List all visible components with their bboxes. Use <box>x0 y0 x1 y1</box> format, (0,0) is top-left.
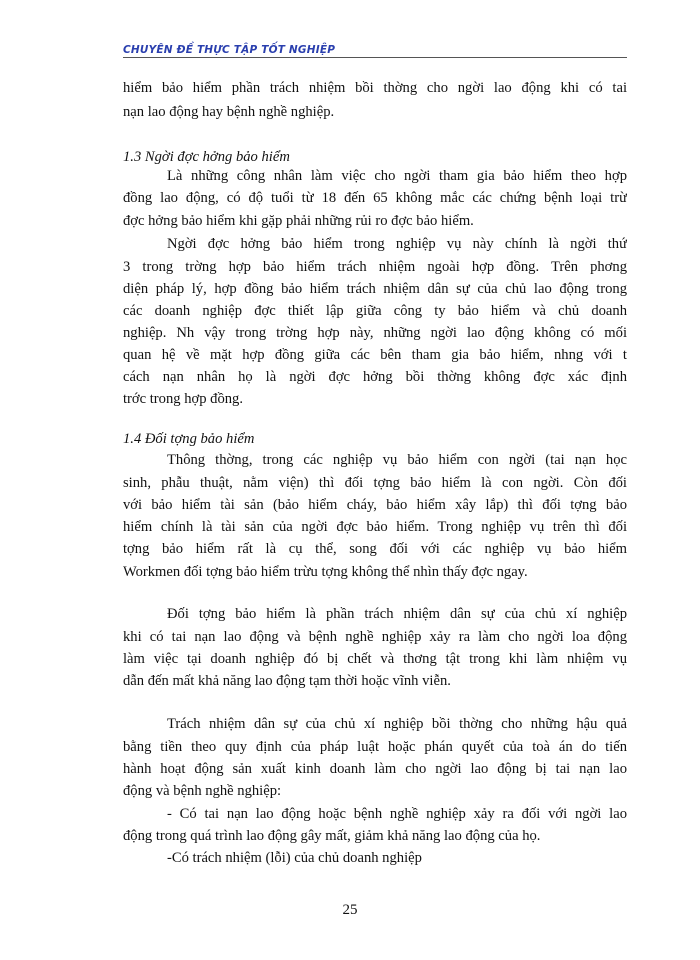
body-line: khi có tai nạn lao động và bệnh nghề nghiệp xảy ra làm cho ngời loa động <box>123 629 627 645</box>
body-line: nghiệp. Nh vậy trong trờng hợp này, những ngời lao động không có mối <box>123 325 627 341</box>
body-line: động trong quá trình lao động gây mất, giảm khả năng lao động của họ. <box>123 828 541 844</box>
body-line: 3 trong trờng hợp bảo hiểm trách nhiệm ngoài hợp đồng. Trên phơng <box>123 259 627 275</box>
list-item: -Có trách nhiệm (lỗi) của chủ doanh nghiệp <box>167 850 422 866</box>
body-line: diện pháp lý, hợp đồng bảo hiểm trách nhiệm dân sự của chủ lao động trong <box>123 281 627 297</box>
body-line: Trách nhiệm dân sự của chủ xí nghiệp bồi thờng cho những hậu quả <box>167 716 627 732</box>
body-line: đồng lao động, có độ tuổi từ 18 đến 65 không mắc các chứng bệnh loại trừ <box>123 190 627 206</box>
body-line: Thông thờng, trong các nghiệp vụ bảo hiểm con ngời (tai nạn học <box>167 452 627 468</box>
body-line: động và bệnh nghề nghiệp: <box>123 783 282 799</box>
body-line: Đối tợng bảo hiểm là phần trách nhiệm dân sự của chủ xí nghiệp <box>167 606 627 622</box>
section-heading: 1.3 Ngời đợc hởng bảo hiểm <box>123 149 290 165</box>
body-line: hành hoạt động sản xuất kinh doanh làm cho ngời lao động bị tai nạn lao <box>123 761 627 777</box>
body-line: đợc hởng bảo hiểm khi gặp phải những rủi ro đợc bảo hiểm. <box>123 213 474 229</box>
body-line: bằng tiền theo quy định của pháp luật hoặc phán quyết của toà án do tiến <box>123 739 627 755</box>
running-header: CHUYÊN ĐỀ THỰC TẬP TỐT NGHIỆP <box>123 44 336 56</box>
section-heading: 1.4 Đối tợng bảo hiểm <box>123 431 255 447</box>
body-line: cách nạn nhân họ là ngời đợc hởng bồi thờng không đợc xác định <box>123 369 627 385</box>
body-line: sinh, phẫu thuật, nằm viện) thì đối tợng bảo hiểm là con ngời. Còn đối <box>123 475 627 491</box>
body-line: với bảo hiểm tài sản (bảo hiểm cháy, bảo hiểm xây lắp) thì đối tợng bảo <box>123 497 627 513</box>
body-line: các doanh nghiệp đợc thiết lập giữa công ty bảo hiểm và chủ doanh <box>123 303 627 319</box>
header-rule <box>123 57 627 58</box>
page-number: 25 <box>342 902 358 918</box>
body-line: tợng bảo hiểm rất là cụ thể, song đối với các nghiệp vụ bảo hiểm <box>123 541 627 557</box>
body-line: dẫn đến mất khả năng lao động tạm thời hoặc vĩnh viễn. <box>123 673 451 689</box>
body-line: nạn lao động hay bệnh nghề nghiệp. <box>123 104 335 120</box>
body-line: hiểm bảo hiểm phần trách nhiệm bồi thờng cho ngời lao động khi có tai <box>123 80 627 96</box>
list-item: - Có tai nạn lao động hoặc bệnh nghề nghiệp xảy ra đối với ngời lao <box>167 806 627 822</box>
body-line: quan hệ về mặt hợp đồng giữa các bên tham gia bảo hiểm, nhng với t <box>123 347 627 363</box>
body-line: Workmen đối tợng bảo hiểm trừu tợng không thể nhìn thấy đợc ngay. <box>123 564 528 580</box>
body-line: hiểm chính là tài sản của ngời đợc bảo hiểm. Trong nghiệp vụ trên thì đối <box>123 519 627 535</box>
body-line: Là những công nhân làm việc cho ngời tham gia bảo hiểm theo hợp <box>167 168 627 184</box>
body-line: làm việc tại doanh nghiệp đó bị chết và thơng tật trong khi làm nhiệm vụ <box>123 651 627 667</box>
body-line: Ngời đợc hởng bảo hiểm trong nghiệp vụ này chính là ngời thứ <box>167 236 627 252</box>
body-line: trớc trong hợp đồng. <box>123 391 244 407</box>
